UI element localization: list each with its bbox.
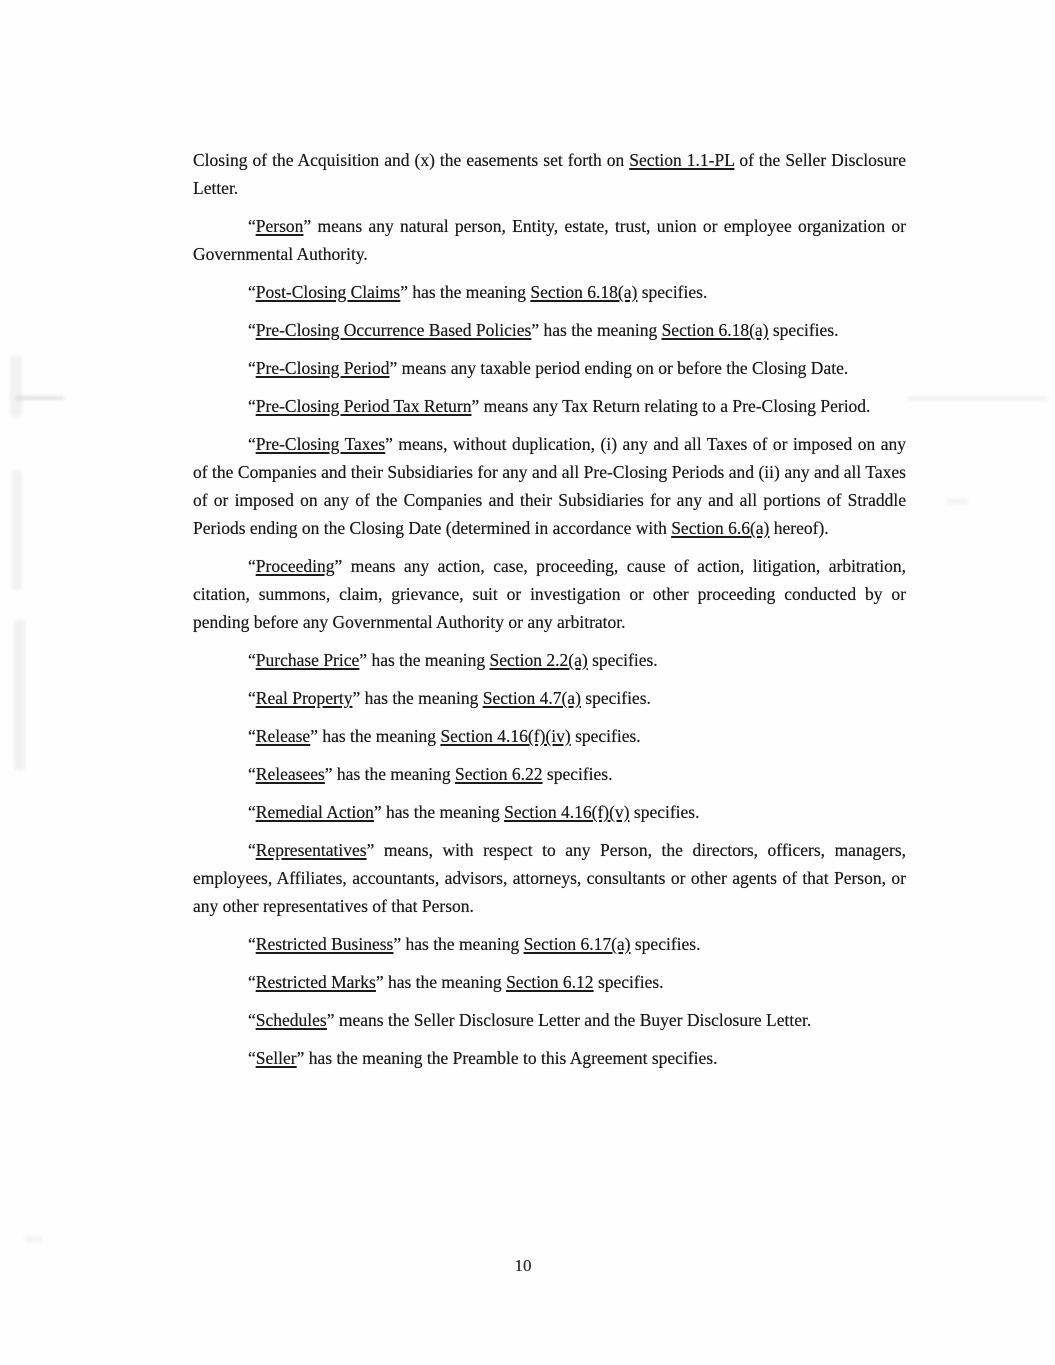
- text-run: “: [248, 1010, 256, 1030]
- definition-pre-closing-period-tax-return: [193, 392, 906, 420]
- text-run: ” has the meaning: [400, 282, 531, 302]
- text-run: ” means any natural person, Entity, estate, trust, union or employee organization or Governmental Authority.: [193, 216, 906, 264]
- text-run: “: [248, 650, 256, 670]
- text-run: ” has the meaning: [531, 320, 662, 340]
- text-run: “: [248, 802, 256, 822]
- underlined-term: Section 1.1-PL: [629, 150, 735, 170]
- text-run: specifies.: [580, 688, 651, 708]
- text-run: “: [248, 972, 256, 992]
- document-body: [193, 146, 906, 1082]
- text-run: specifies.: [542, 764, 613, 784]
- text-run: ” has the meaning: [310, 726, 441, 746]
- definition-representatives: [193, 836, 906, 920]
- text-run: “: [248, 282, 256, 302]
- underlined-term: Section 4.16(f)(v): [504, 802, 630, 822]
- scan-artifact: [908, 397, 1048, 400]
- text-run: of the Seller Disclosure Letter.: [193, 150, 907, 198]
- text-run: ” has the meaning: [324, 764, 456, 784]
- underlined-term: Schedules: [255, 1010, 327, 1030]
- underlined-term: Post-Closing Claims: [255, 282, 401, 302]
- definition-real-property: [193, 684, 906, 712]
- text-run: “: [248, 556, 256, 576]
- scan-artifact: [10, 356, 22, 416]
- text-run: “: [248, 320, 256, 340]
- text-run: “: [248, 1048, 256, 1068]
- underlined-term: Representatives: [255, 840, 367, 860]
- scan-artifact: [946, 498, 968, 504]
- text-run: specifies.: [630, 934, 701, 954]
- text-run: “: [248, 726, 256, 746]
- text-run: “: [248, 358, 256, 378]
- para-continuation-closing: [193, 146, 906, 202]
- underlined-term: Releasees: [255, 764, 325, 784]
- underlined-term: Section 6.6(a): [671, 518, 770, 538]
- text-run: specifies.: [637, 282, 708, 302]
- scan-artifact: [24, 1236, 42, 1242]
- text-run: specifies.: [570, 726, 641, 746]
- text-run: ” means the Seller Disclosure Letter and the Buyer Disclosure Letter.: [326, 1010, 812, 1030]
- definition-release: [193, 722, 906, 750]
- text-run: ” has the meaning the Preamble to this Agreement specifies.: [296, 1048, 718, 1068]
- definition-remedial-action: [193, 798, 906, 826]
- underlined-term: Real Property: [255, 688, 353, 708]
- text-run: ” means any Tax Return relating to a Pre-Closing Period.: [471, 396, 871, 416]
- definition-pre-closing-occurrence-based-policies: [193, 316, 906, 344]
- underlined-term: Seller: [255, 1048, 297, 1068]
- definition-purchase-price: [193, 646, 906, 674]
- definition-pre-closing-taxes: [193, 430, 906, 542]
- underlined-term: Restricted Business: [255, 934, 394, 954]
- definition-restricted-marks: [193, 968, 906, 996]
- underlined-term: Section 6.18(a): [661, 320, 769, 340]
- underlined-term: Pre-Closing Occurrence Based Policies: [255, 320, 532, 340]
- underlined-term: Section 4.16(f)(iv): [440, 726, 571, 746]
- definition-seller: [193, 1044, 906, 1072]
- text-run: Closing of the Acquisition and (x) the easements set forth on: [193, 150, 630, 170]
- scan-artifact: [14, 620, 25, 770]
- definition-post-closing-claims: [193, 278, 906, 306]
- definition-proceeding: [193, 552, 906, 636]
- underlined-term: Section 6.17(a): [523, 934, 631, 954]
- underlined-term: Section 4.7(a): [482, 688, 581, 708]
- definition-releasees: [193, 760, 906, 788]
- text-run: specifies.: [629, 802, 700, 822]
- text-run: “: [248, 216, 256, 236]
- text-run: ” means, without duplication, (i) any and all Taxes of or imposed on any of the Companies and their Subsidiaries for any and all Pre-Closing Periods and (ii) any and all Taxes of or imposed on any of the Companies and their Subsidiaries for any and all portions of Straddle Periods ending on the Closing Date (determined in accordance with: [193, 434, 906, 538]
- text-run: ” has the meaning: [352, 688, 483, 708]
- underlined-term: Section 6.18(a): [530, 282, 638, 302]
- definition-restricted-business: [193, 930, 906, 958]
- text-run: ” has the meaning: [359, 650, 490, 670]
- text-run: “: [248, 840, 256, 860]
- underlined-term: Pre-Closing Period Tax Return: [255, 396, 472, 416]
- text-run: hereof).: [769, 518, 829, 538]
- underlined-term: Pre-Closing Taxes: [255, 434, 386, 454]
- text-run: specifies.: [587, 650, 658, 670]
- text-run: specifies.: [593, 972, 664, 992]
- underlined-term: Release: [255, 726, 311, 746]
- underlined-term: Section 2.2(a): [489, 650, 588, 670]
- underlined-term: Restricted Marks: [255, 972, 376, 992]
- text-run: ” means any taxable period ending on or before the Closing Date.: [389, 358, 849, 378]
- text-run: “: [248, 934, 256, 954]
- text-run: specifies.: [768, 320, 839, 340]
- underlined-term: Section 6.12: [506, 972, 594, 992]
- underlined-term: Purchase Price: [255, 650, 360, 670]
- underlined-term: Remedial Action: [255, 802, 374, 822]
- text-run: ” has the meaning: [373, 802, 505, 822]
- underlined-term: Section 6.22: [455, 764, 543, 784]
- page-number: 10: [514, 1256, 532, 1275]
- text-run: “: [248, 764, 256, 784]
- scan-artifact: [16, 396, 64, 400]
- underlined-term: Person: [255, 216, 304, 236]
- underlined-term: Pre-Closing Period: [255, 358, 390, 378]
- text-run: “: [248, 688, 256, 708]
- text-run: ” means any action, case, proceeding, cause of action, litigation, arbitration, citation, summons, claim, grievance, suit or investigation or other proceeding conducted by or pending before any Governmental Authority or any arbitrator.: [193, 556, 906, 632]
- definition-schedules: [193, 1006, 906, 1034]
- text-run: ” has the meaning: [393, 934, 524, 954]
- text-run: “: [248, 434, 256, 454]
- text-run: ” has the meaning: [375, 972, 507, 992]
- text-run: “: [248, 396, 256, 416]
- underlined-term: Proceeding: [255, 556, 335, 576]
- scan-artifact: [12, 470, 22, 590]
- text-run: ” means, with respect to any Person, the directors, officers, managers, employees, Affiliates, accountants, advisors, attorneys, consultants or other agents of that Person, or any other representatives of that Person.: [193, 840, 906, 916]
- definition-person: [193, 212, 906, 268]
- definition-pre-closing-period: [193, 354, 906, 382]
